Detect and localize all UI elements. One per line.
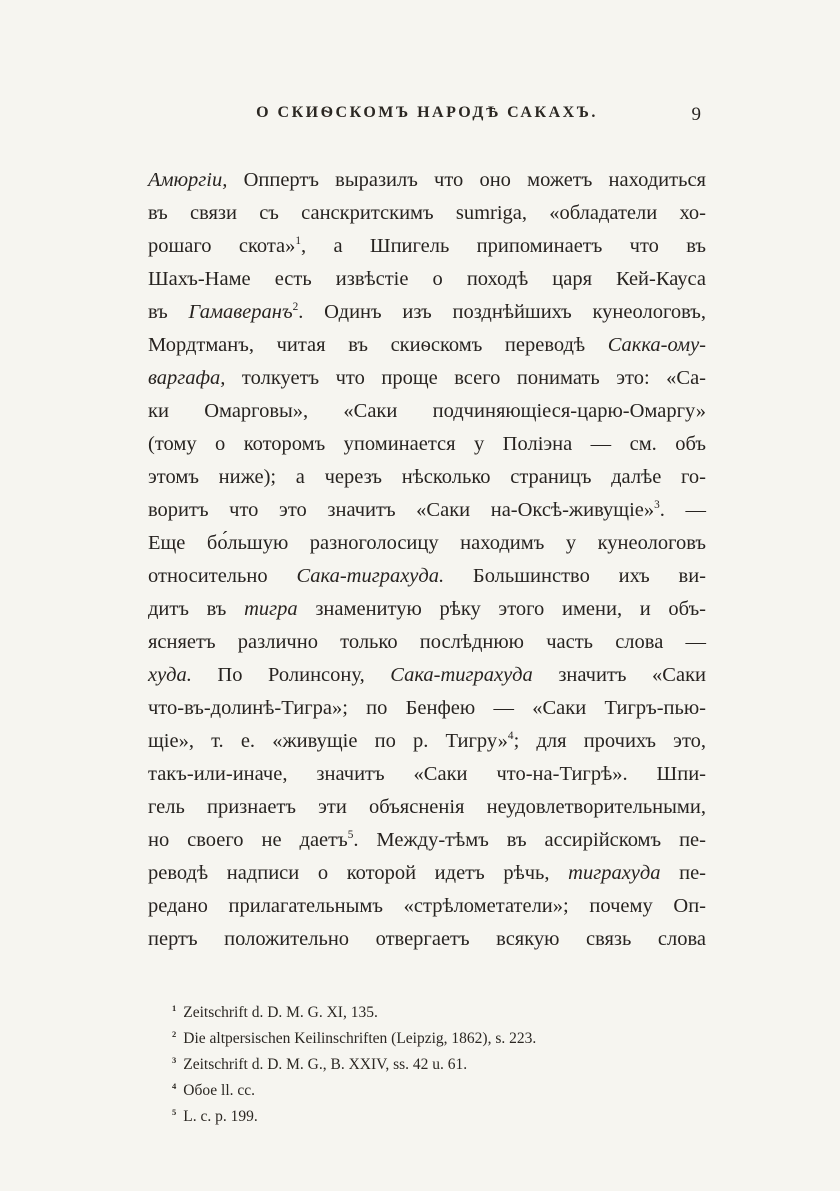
footnote-text: Zeitschrift d. D. M. G. XI, 135. xyxy=(183,1004,378,1021)
body-line: Шахъ-Наме есть извѣстіе о походѣ царя Кей-Кауса xyxy=(148,268,706,290)
body-line: худа. По Ролинсону, Сака-тиграхуда значитъ «Саки xyxy=(148,664,706,686)
body-line: щіе», т. е. «живущіе по р. Тигру»$^4$; для прочихъ это, xyxy=(148,730,707,752)
footnote-text: Die altpersischen Keilinschriften (Leipzig, 1862), s. 223. xyxy=(183,1030,537,1047)
footnote-text: L. c. p. 199. xyxy=(183,1108,258,1125)
body-line: что-въ-долинѣ-Тигра»; по Бенфею — «Саки Тигръ-пью- xyxy=(148,697,706,719)
body-line: (тому о которомъ упоминается у Поліэна — см. объ xyxy=(148,433,706,455)
footnote-item xyxy=(172,1052,706,1078)
body-line: рошаго скота»$^1$, а Шпигель припоминаетъ что въ xyxy=(148,235,706,257)
body-line: Мордтманъ, читая въ скиѳскомъ переводѣ Сакка-ому- xyxy=(148,334,706,356)
body-line: въ Гамаверанъ$^2$. Одинъ изъ позднѣйшихъ кунеологовъ, xyxy=(148,301,707,323)
body-line: въ связи съ санскритскимъ sumriga, «обладатели хо- xyxy=(148,202,706,224)
page-header xyxy=(148,104,706,130)
running-title: О СКИѲСКОМЪ НАРОДѢ САКАХЪ. xyxy=(256,104,598,121)
body-line: ки Омарговы», «Саки подчиняющіеся-царю-Омаргу» xyxy=(148,400,706,422)
body-line: пертъ положительно отвергаетъ всякую связь слова xyxy=(148,928,706,950)
footnote-marker: 4 xyxy=(172,1080,177,1091)
body-line: реводѣ надписи о которой идетъ рѣчь, тиграхуда пе- xyxy=(148,862,706,884)
footnote-marker: 2 xyxy=(172,1028,177,1039)
footnote-text: Zeitschrift d. D. M. G., B. XXIV, ss. 42 u. 61. xyxy=(183,1056,468,1073)
page-number: 9 xyxy=(691,104,702,125)
footnote-marker: 1 xyxy=(172,1002,177,1013)
footnote-item xyxy=(172,1104,706,1130)
body-line: но своего не даетъ$^5$. Между-тѣмъ въ ассирійскомъ пе- xyxy=(148,829,706,851)
footnote-item xyxy=(172,1026,706,1052)
body-line: Еще бо́льшую разноголосицу находимъ у кунеологовъ xyxy=(148,532,706,554)
body-line: варгафа, толкуетъ что проще всего понимать это: «Са- xyxy=(148,367,706,389)
footnote-text: Обое ll. cc. xyxy=(183,1082,256,1099)
footnote-marker: 3 xyxy=(172,1054,177,1065)
body-line: такъ-или-иначе, значитъ «Саки что-на-Тигрѣ». Шпи- xyxy=(148,763,706,785)
body-line: этомъ ниже); а черезъ нѣсколько страницъ далѣе го- xyxy=(148,466,706,488)
body-line: Амюргіи, Оппертъ выразилъ что оно можетъ находиться xyxy=(148,169,706,191)
body-line: редано прилагательнымъ «стрѣлометатели»; почему Оп- xyxy=(148,895,706,917)
body-line: дитъ въ тигра знаменитую рѣку этого имени, и объ- xyxy=(148,598,707,620)
footnote-item xyxy=(172,1078,706,1104)
body-line: воритъ что это значитъ «Саки на-Оксѣ-живущіе»$^3$. — xyxy=(148,499,707,521)
footnote-item xyxy=(172,1000,706,1026)
body-text xyxy=(148,164,706,956)
body-line: гель признаетъ эти объясненія неудовлетворительными, xyxy=(148,796,706,818)
footnotes xyxy=(148,1000,706,1130)
body-line: относительно Сака-тиграхуда. Большинство ихъ ви- xyxy=(148,565,706,587)
footnote-marker: 5 xyxy=(172,1106,177,1117)
body-line: ясняетъ различно только послѣднюю часть слова — xyxy=(148,631,706,653)
